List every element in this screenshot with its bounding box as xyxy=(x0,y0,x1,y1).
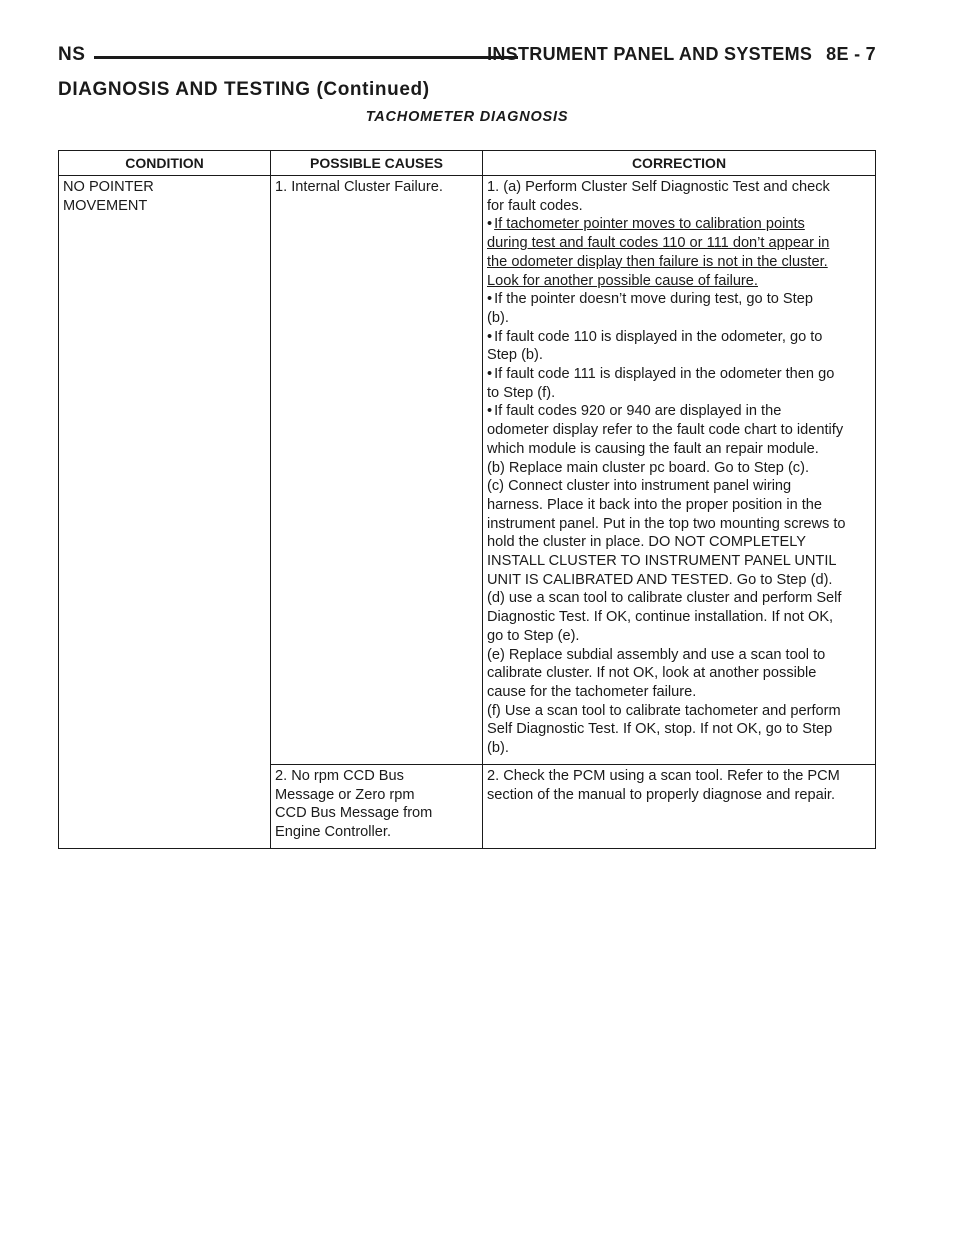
cause-line: Engine Controller. xyxy=(275,823,392,840)
cause-cell xyxy=(271,176,483,765)
correction-line: (b) Replace main cluster pc board. Go to Step (c). xyxy=(487,459,810,476)
correction-line: for fault codes. xyxy=(487,197,583,214)
condition-line: MOVEMENT xyxy=(63,197,148,214)
header-condition: CONDITION xyxy=(59,151,271,176)
correction-line: calibrate cluster. If not OK, look at another possible xyxy=(487,665,817,682)
correction-line: 1. (a) Perform Cluster Self Diagnostic Test and check xyxy=(487,179,830,195)
correction-line: hold the cluster in place. DO NOT COMPLETELY xyxy=(487,534,807,551)
correction-line: Self Diagnostic Test. If OK, stop. If not OK, go to Step xyxy=(487,721,833,738)
correction-cell xyxy=(483,176,876,765)
bullet-icon: • xyxy=(487,216,493,233)
correction-line: If fault codes 920 or 940 are displayed in the xyxy=(494,403,782,420)
page-header xyxy=(58,40,876,74)
section-title: DIAGNOSIS AND TESTING (Continued) xyxy=(58,79,430,100)
correction-line: the odometer display then failure is not in the cluster. xyxy=(487,253,828,270)
correction-line: Step (b). xyxy=(487,347,543,364)
bullet-icon: • xyxy=(487,403,493,420)
table-title: TACHOMETER DIAGNOSIS xyxy=(365,109,569,125)
correction-line: section of the manual to properly diagnose and repair. xyxy=(487,786,836,803)
cause-line: CCD Bus Message from xyxy=(275,805,433,822)
correction-line: If fault code 111 is displayed in the odometer then go xyxy=(494,366,835,383)
correction-line: (b). xyxy=(487,309,509,326)
bullet-item xyxy=(487,290,871,309)
bullet-icon: • xyxy=(487,366,493,383)
correction-line: during test and fault codes 110 or 111 don’t appear in xyxy=(487,235,830,252)
correction-line: to Step (f). xyxy=(487,384,556,401)
header-rule xyxy=(94,56,518,59)
header-section xyxy=(487,44,876,65)
cause-cell xyxy=(271,764,483,848)
correction-line: harness. Place it back into the proper position in the xyxy=(487,496,823,513)
correction-line: (b). xyxy=(487,740,509,757)
bullet-icon: • xyxy=(487,328,493,345)
header-correction: CORRECTION xyxy=(483,151,876,176)
correction-cell xyxy=(483,764,876,848)
bullet-item xyxy=(487,365,871,384)
condition-cell xyxy=(59,176,271,849)
correction-line: INSTALL CLUSTER TO INSTRUMENT PANEL UNTIL xyxy=(487,553,837,570)
correction-line: (c) Connect cluster into instrument panel wiring xyxy=(487,478,792,495)
header-possible-causes: POSSIBLE CAUSES xyxy=(271,151,483,176)
correction-line: If fault code 110 is displayed in the odometer, go to xyxy=(494,328,823,345)
correction-line: (f) Use a scan tool to calibrate tachometer and perform xyxy=(487,702,841,719)
correction-line: 2. Check the PCM using a scan tool. Refer to the PCM xyxy=(487,767,840,784)
correction-line: (e) Replace subdial assembly and use a scan tool to xyxy=(487,646,826,663)
bullet-item xyxy=(487,215,871,234)
correction-line: Diagnostic Test. If OK, continue installation. If not OK, xyxy=(487,609,834,626)
correction-line: Look for another possible cause of failure. xyxy=(487,272,758,289)
diagnosis-table xyxy=(58,150,876,849)
correction-line: cause for the tachometer failure. xyxy=(487,683,697,700)
header-model-code: NS xyxy=(58,44,86,65)
correction-line: If tachometer pointer moves to calibration points xyxy=(494,216,805,233)
table-row xyxy=(59,176,876,765)
cause-line: 1. Internal Cluster Failure. xyxy=(275,179,443,195)
cause-line: 2. No rpm CCD Bus xyxy=(275,767,404,784)
correction-line: odometer display refer to the fault code chart to identify xyxy=(487,422,844,439)
correction-line: If the pointer doesn’t move during test, go to Step xyxy=(494,291,813,308)
correction-line: UNIT IS CALIBRATED AND TESTED. Go to Step (d). xyxy=(487,571,833,588)
correction-line: go to Step (e). xyxy=(487,627,580,644)
bullet-item xyxy=(487,328,871,347)
cause-line: Message or Zero rpm xyxy=(275,786,415,803)
bullet-icon: • xyxy=(487,291,493,308)
condition-line: NO POINTER xyxy=(63,179,154,195)
correction-line: instrument panel. Put in the top two mounting screws to xyxy=(487,515,846,532)
correction-line: (d) use a scan tool to calibrate cluster and perform Self xyxy=(487,590,842,607)
bullet-item xyxy=(487,402,871,421)
header-page-number: 8E - 7 xyxy=(826,44,876,64)
correction-line: which module is causing the fault an repair module. xyxy=(487,440,819,457)
table-header-row xyxy=(59,151,876,176)
header-section-title: INSTRUMENT PANEL AND SYSTEMS xyxy=(487,44,813,64)
